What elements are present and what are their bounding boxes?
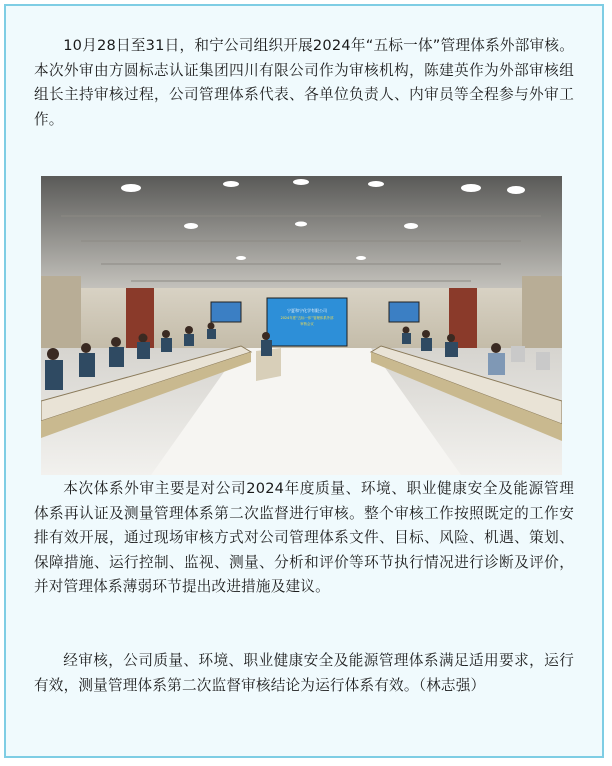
photo-illustration bbox=[41, 176, 562, 475]
article-paragraph-3: 经审核，公司质量、环境、职业健康安全及能源管理体系满足适用要求，运行有效，测量管理体系第二次监督审核结论为运行体系有效。（林志强） bbox=[34, 652, 574, 694]
screen-text-line-1: 宁夏和宁化学有限公司 bbox=[287, 308, 327, 313]
article-paragraph-2: 本次体系外审主要是对公司2024年度质量、环境、职业健康安全及能源管理体系再认证及测量管理体系第二次监督进行审核。整个审核工作按照既定的工作安排有效开展，通过现场审核方式对公司管理体系文件、目标、风险、机遇、策划、保障措施、运行控制、监视、测量、分析和评价等环节执行情况进行诊断及评价，并对管理体系薄弱环节提出改进措施及建议。 bbox=[34, 480, 574, 595]
meeting-room-photo bbox=[41, 176, 562, 475]
screen-text-line-3: 审核会议 bbox=[300, 322, 314, 326]
screen-text-line-2: 2024年度“五标一体”管理体系外部 bbox=[280, 316, 334, 320]
article-paragraph-1: 10月28日至31日，和宁公司组织开展2024年“五标一体”管理体系外部审核。本次外审由方圆标志认证集团四川有限公司作为审核机构，陈建英作为外部审核组组长主持审核过程，公司管理体系代表、各单位负责人、内审员等全程参与外审工作。 bbox=[34, 37, 574, 128]
